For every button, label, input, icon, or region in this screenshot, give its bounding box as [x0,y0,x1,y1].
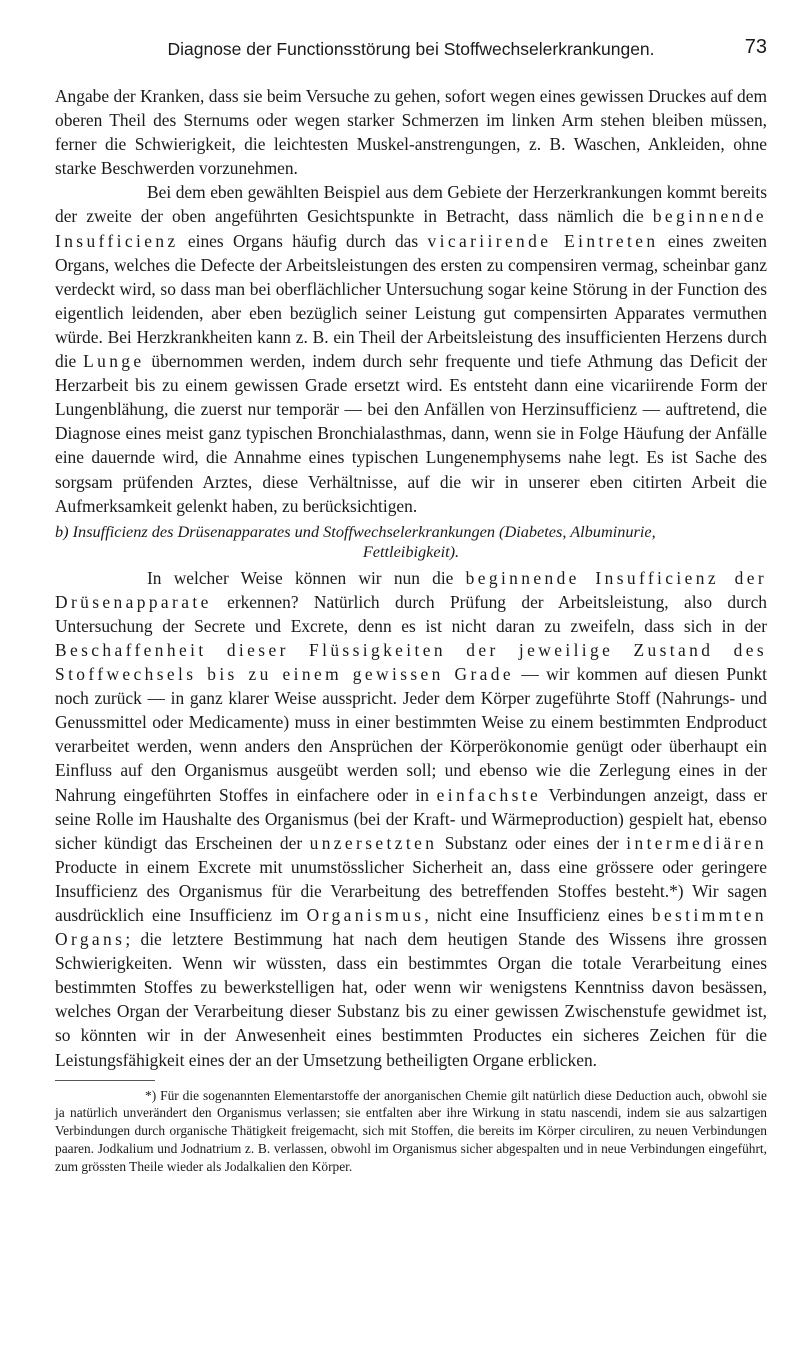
body-text [55,84,767,1176]
spaced-emphasis: Beschaffenheit dieser Flüssigkeiten der jeweilige Zustand des Stoffwechsels bis zu einem gewissen Grade [55,639,767,685]
spaced-emphasis: einfachste [436,784,542,805]
paragraph-2: Bei dem eben gewählten Beispiel aus dem Gebiete der Herzerkrankungen kommt bereits der zweite der oben angeführten Gesichtspunkte in Betracht, dass nämlich die beginnende Insufficienz eines Organs häufig durch das vicariirende Eintreten eines zweiten Organs, welches die Defecte der Arbeitsleistungen des ersten zu compensiren vermag, scheinbar ganz verdeckt wird, so dass man bei oberflächlicher Untersuchung sogar keine Störung in der Function des eigentlich leidenden, aber eben bezüglich seiner Leistung gut compensirten Apparates vermuthen würde. Bei Herzkrankheiten kann z. B. ein Theil der Arbeitsleistung des insufficienten Herzens durch die Lunge übernommen werden, indem durch sehr frequente und tiefe Athmung das Deficit der Herzarbeit bis zu einem gewissen Grade ersetzt wird. Es entsteht dann eine vicariirende Form der Lungenblähung, die zuerst nur temporär — bei den Anfällen von Herzinsufficienz — auftretend, die Diagnose eines meist ganz typischen Bronchialasthmas, dann, wenn sie in Folge Häufung der Anfälle eine dauernde wird, die Annahme eines typischen Lungenemphysems nahe legt. Es ist Sache des sorgsam prüfenden Arztes, diese Verhältnisse, auf die wir in unserer eben citirten Arbeit die Aufmerksamkeit gelenkt haben, zu berücksichtigen. [55,182,767,516]
spaced-emphasis: bestimmten Organs [55,905,767,950]
page-number: 73 [744,36,767,58]
spaced-emphasis: beginnende Insufficienz [55,206,767,251]
spaced-emphasis: Lunge [83,351,145,372]
subheading-line-1: b) Insufficienz des Drüsenapparates und Stoffwechselerkrankungen (Diabetes, Albuminurie, [55,521,656,541]
running-title: Diagnose der Functionsstörung bei Stoffwechselerkrankungen. [167,38,655,59]
subheading-line-2: Fettleibigkeit). [362,541,460,561]
footnote-divider [55,1080,155,1081]
footnote [55,1087,767,1176]
footnote-mark: *) [145,1087,157,1103]
spaced-emphasis: Organismus [306,905,425,925]
spaced-emphasis: beginnende Insufficienz der Drüsenapparate [55,567,768,612]
running-header [55,36,767,62]
paragraph-3: In welcher Weise können wir nun die beginnende Insufficienz der Drüsenapparate erkennen? Natürlich durch Prüfung der Arbeitsleistung, also durch Untersuchung der Secrete und Excrete, denn es ist nicht daran zu zweifeln, dass sich in der Beschaffenheit dieser Flüssigkeiten der jeweilige Zustand des Stoffwechsels bis zu einem gewissen Grade — wir kommen auf diesen Punkt noch zurück — in ganz klarer Weise ausspricht. Jeder dem Körper zugeführte Stoff (Nahrungs- und Genussmittel oder Medicamente) muss in einer bestimmten Weise zu einem bestimmten Endproduct verarbeitet werden, wenn anders den Ansprüchen der Körperökonomie genügt oder überhaupt ein Einfluss auf den Organismus ausgeübt werden soll; und ebenso wie die Zerlegung eines in der Nahrung eingeführten Stoffes in einfachere oder in einfachste Verbindungen anzeigt, dass er seine Rolle im Haushalte des Organismus (bei der Kraft- und Wärmeproduction) gespielt hat, ebenso sicher kündigt das Erscheinen der unzersetzten Substanz oder eines der intermediären Producte in einem Excrete mit unumstösslicher Sicherheit an, dass eine grössere oder geringere Insufficienz des Organismus für die Verarbeitung des betreffenden Stoffes besteht.*) Wir sagen ausdrücklich eine Insufficienz im Organismus, nicht eine Insufficienz eines bestimmten Organs; die letztere Bestimmung hat nach dem heutigen Stande des Wissens ihre grossen Schwierigkeiten. Wenn wir wüssten, dass ein bestimmtes Organ die totale Verarbeitung eines bestimmten Stoffes zu bewerkstelligen hat, oder wenn wir wenigstens Kenntniss davon besässen, welches Organ der Verarbeitung dieser Substanz bis zu einer gewissen Zwischenstufe gewidmet ist, so könnten wir in der Anwesenheit eines bestimmten Productes ein sicheres Zeichen für die Leistungsfähigkeit eines der an der Umsetzung betheiligten Organe erblicken. [55,567,768,1070]
footnote-text: Für die sogenannten Elementarstoffe der anorganischen Chemie gilt natürlich diese Deduction auch, obwohl sie ja natürlich unverändert den Organismus verlassen; sie entfalten aber ihre Wirkung in statu nascendi, indem sie aus salzartigen Verbindungen durch organische Thätigkeit freigemacht, sich mit Stoffen, die bereits im Körper circuliren, zu neuen Verbindungen paaren. Jodkalium und Jodnatrium z. B. verlassen, obwohl im Organismus sicher abgespalten und in neue Verbindungen eingeführt, zum grössten Theile wieder als Jodalkalien den Körper. [55,1087,767,1174]
paragraph-1: Angabe der Kranken, dass sie beim Versuche zu gehen, sofort wegen eines gewissen Druckes auf dem oberen Theil des Sternums oder wegen starker Schmerzen im linken Arm stehen bleiben müssen, ferner die Schwierigkeit, die leichtesten Muskel-anstrengungen, z. B. Waschen, Ankleiden, ohne starke Beschwerden vorzunehmen. [55,86,767,179]
spaced-emphasis: vicariirende Eintreten [427,230,659,251]
section-subheading [55,522,767,562]
spaced-emphasis: unzersetzten [309,832,438,853]
spaced-emphasis: intermediären [626,832,768,853]
